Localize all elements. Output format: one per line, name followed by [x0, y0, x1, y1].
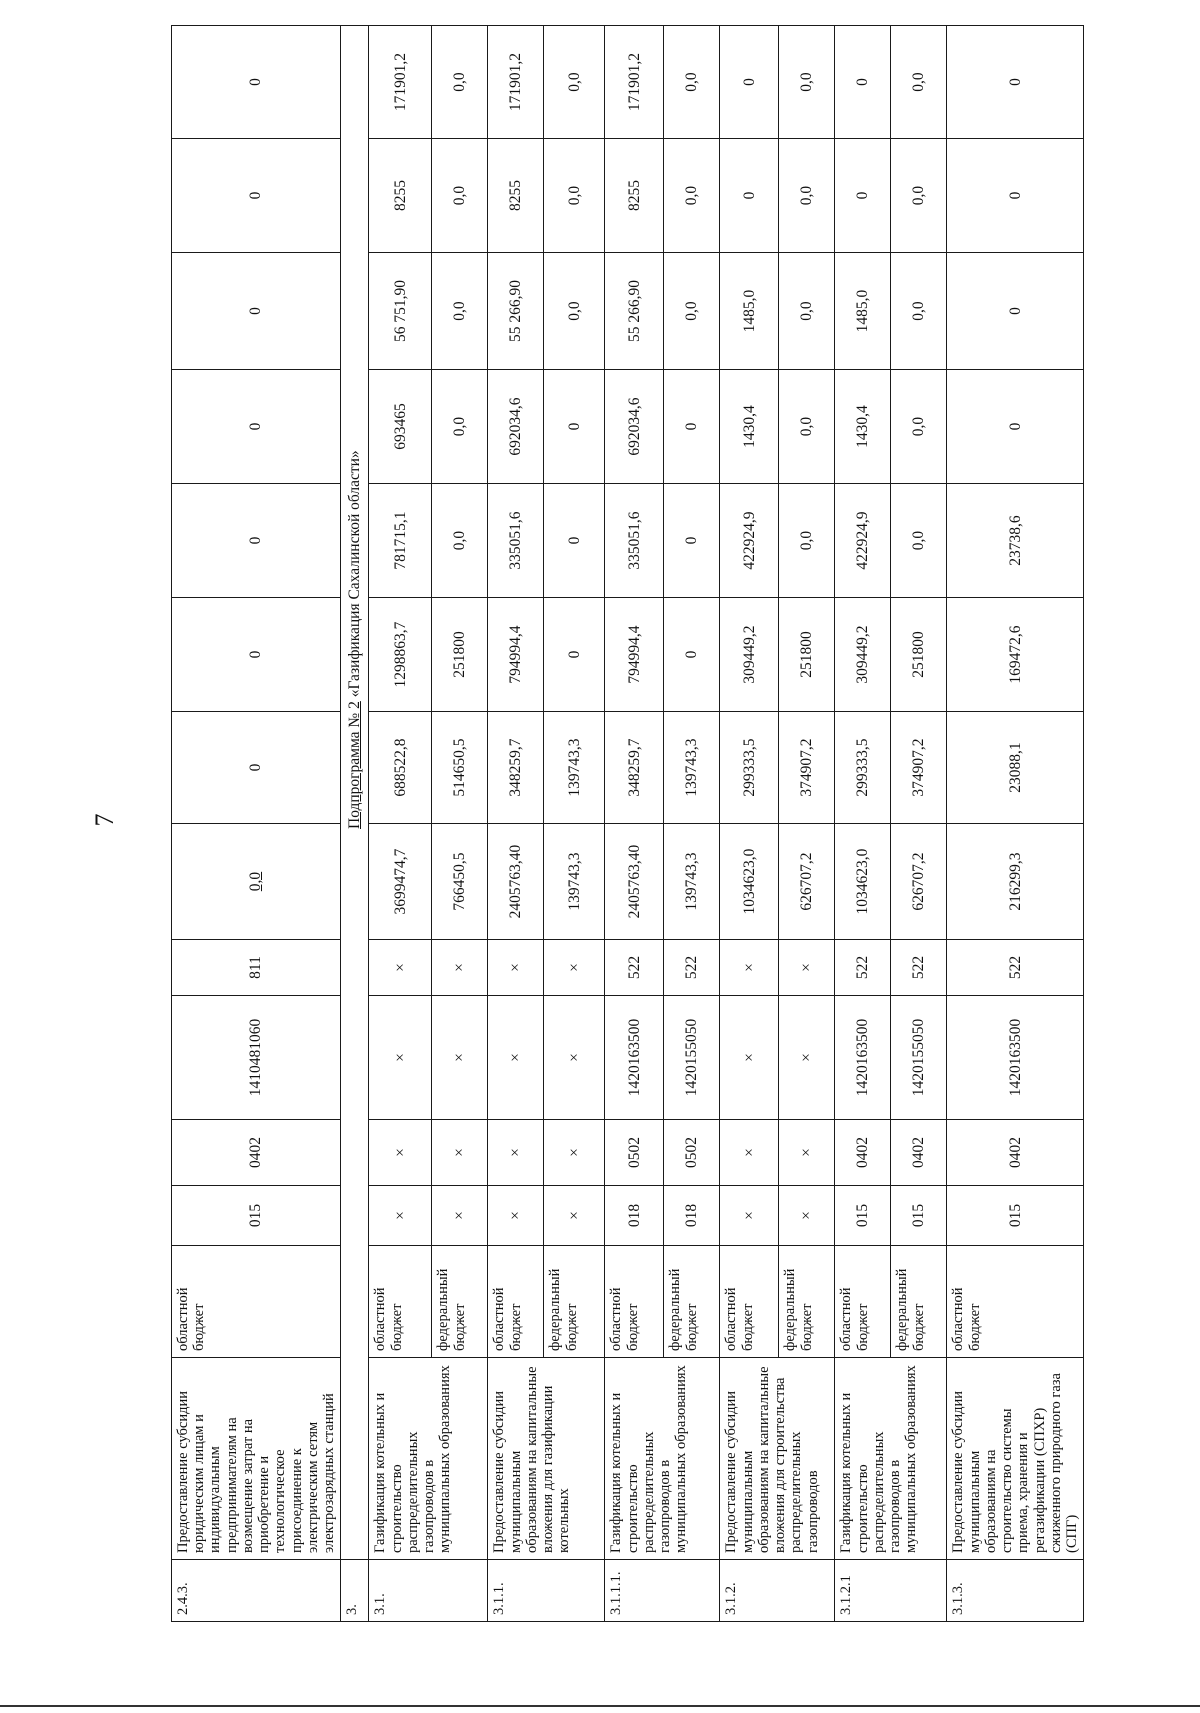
row-number: 2.4.3.	[172, 1560, 341, 1622]
subprogram-heading-row	[341, 26, 369, 1622]
amount-cell: 0,0	[664, 26, 720, 139]
amount-cell: 0	[172, 139, 341, 253]
csr-code: 1420163500	[947, 996, 1084, 1120]
funding-source: федеральный бюджет	[779, 1246, 835, 1358]
amount-cell: 0,0	[891, 484, 947, 598]
amount-cell: 766450,5	[432, 824, 488, 940]
amount-cell: 171901,2	[369, 26, 432, 139]
subprogram-number: 3.	[341, 1560, 369, 1622]
amount-cell: 335051,6	[605, 484, 664, 598]
vr-code: 522	[605, 940, 664, 996]
rzpr-code: ×	[544, 1120, 605, 1186]
amount-cell: 781715,1	[369, 484, 432, 598]
amount-cell: 0,0	[544, 139, 605, 253]
amount-cell: 1034623,0	[720, 824, 779, 940]
amount-cell: 794994,4	[605, 598, 664, 712]
amount-cell: 169472,6	[947, 598, 1084, 712]
row-number: 3.1.2.	[720, 1560, 835, 1622]
subprogram-title	[341, 26, 369, 1560]
rzpr-code: 0502	[605, 1120, 664, 1186]
grbs-code: ×	[720, 1186, 779, 1246]
funding-source: федеральный бюджет	[664, 1246, 720, 1358]
amount-cell: 23738,6	[947, 484, 1084, 598]
amount-cell: 0,0	[779, 484, 835, 598]
amount-cell: 1430,4	[720, 370, 779, 484]
amount-cell: 2405763,40	[605, 824, 664, 940]
funding-source: федеральный бюджет	[891, 1246, 947, 1358]
csr-code: 1420163500	[835, 996, 891, 1120]
activity-name: Предоставление субсидии муниципальным образованиям на капитальные вложения для строительства распределительных газопроводов	[720, 1358, 835, 1560]
amount-cell: 0	[172, 253, 341, 370]
amount-cell: 0,0	[779, 26, 835, 139]
amount-cell: 55 266,90	[605, 253, 664, 370]
activity-name: Предоставление субсидии юридическим лицам и индивидуальным предпринимателям на возмещение затрат на приобретение и технологическое присоединение к электрическим сетям электрозарядных станций	[172, 1358, 341, 1560]
vr-code: 522	[891, 940, 947, 996]
vr-code: ×	[432, 940, 488, 996]
amount-cell: 0,0	[432, 370, 488, 484]
amount-cell: 0,0	[891, 139, 947, 253]
amount-cell: 348259,7	[605, 712, 664, 824]
subprogram-title-rest: «Газификация Сахалинской области»	[346, 450, 364, 702]
amount-cell: 0	[835, 26, 891, 139]
amount-cell: 688522,8	[369, 712, 432, 824]
vr-code: 522	[947, 940, 1084, 996]
funding-source: областной бюджет	[947, 1246, 1084, 1358]
rzpr-code: 0402	[172, 1120, 341, 1186]
rzpr-code: 0402	[891, 1120, 947, 1186]
amount-cell: 0	[664, 484, 720, 598]
amount-cell: 1298863,7	[369, 598, 432, 712]
amount-cell: 309449,2	[720, 598, 779, 712]
funding-source: федеральный бюджет	[432, 1246, 488, 1358]
amount-cell: 0,0	[172, 824, 341, 940]
grbs-code: ×	[544, 1186, 605, 1246]
table-row	[605, 26, 664, 1622]
amount-cell: 1430,4	[835, 370, 891, 484]
subprogram-title-underlined: Подпрограмма № 2	[346, 701, 364, 829]
amount-cell: 0,0	[432, 253, 488, 370]
amount-cell: 251800	[432, 598, 488, 712]
table-row	[720, 26, 779, 1622]
grbs-code: ×	[779, 1186, 835, 1246]
csr-code: 1420163500	[605, 996, 664, 1120]
amount-cell: 309449,2	[835, 598, 891, 712]
amount-cell: 0	[947, 26, 1084, 139]
page-number: 7	[90, 813, 119, 827]
csr-code: ×	[779, 996, 835, 1120]
table-row	[835, 26, 891, 1622]
amount-cell: 0	[664, 598, 720, 712]
amount-cell: 0	[947, 139, 1084, 253]
amount-cell: 0,0	[664, 253, 720, 370]
amount-cell: 692034,6	[488, 370, 544, 484]
amount-cell: 0	[720, 139, 779, 253]
csr-code: ×	[369, 996, 432, 1120]
amount-cell: 1485,0	[720, 253, 779, 370]
amount-cell: 171901,2	[488, 26, 544, 139]
amount-cell: 0	[544, 370, 605, 484]
amount-cell: 0,0	[432, 484, 488, 598]
vr-code: 522	[664, 940, 720, 996]
rzpr-code: 0402	[835, 1120, 891, 1186]
funding-source: областной бюджет	[369, 1246, 432, 1358]
amount-cell: 0,0	[544, 253, 605, 370]
rzpr-code: ×	[720, 1120, 779, 1186]
amount-cell: 374907,2	[779, 712, 835, 824]
funding-source: областной бюджет	[720, 1246, 779, 1358]
activity-name: Газификация котельных и строительство распределительных газопроводов в муниципальных образованиях	[835, 1358, 947, 1560]
amount-cell: 626707,2	[891, 824, 947, 940]
rzpr-code: ×	[488, 1120, 544, 1186]
table-row	[947, 26, 1084, 1622]
activity-name: Предоставление субсидии муниципальным образованиям на капитальные вложения для газификации котельных	[488, 1358, 605, 1560]
amount-cell: 8255	[605, 139, 664, 253]
vr-code: ×	[488, 940, 544, 996]
funding-source: областной бюджет	[488, 1246, 544, 1358]
grbs-code: 015	[947, 1186, 1084, 1246]
funding-source: областной бюджет	[172, 1246, 341, 1358]
amount-cell: 139743,3	[664, 824, 720, 940]
amount-cell: 514650,5	[432, 712, 488, 824]
activity-name: Газификация котельных и строительство распределительных газопроводов в муниципальных образованиях	[605, 1358, 720, 1560]
amount-cell: 626707,2	[779, 824, 835, 940]
amount-cell: 0	[664, 370, 720, 484]
csr-code: 1420155050	[664, 996, 720, 1120]
row-number: 3.1.1.1.	[605, 1560, 720, 1622]
budget-table	[171, 25, 1084, 1622]
amount-cell: 335051,6	[488, 484, 544, 598]
amount-cell: 422924,9	[720, 484, 779, 598]
amount-cell: 55 266,90	[488, 253, 544, 370]
csr-code: 1410481060	[172, 996, 341, 1120]
amount-cell: 0,0	[779, 139, 835, 253]
table-row	[369, 26, 432, 1622]
vr-code: 522	[835, 940, 891, 996]
amount-cell: 171901,2	[605, 26, 664, 139]
amount-cell: 251800	[891, 598, 947, 712]
amount-cell: 0	[947, 253, 1084, 370]
rzpr-code: 0502	[664, 1120, 720, 1186]
amount-cell: 692034,6	[605, 370, 664, 484]
amount-cell: 0,0	[544, 26, 605, 139]
amount-cell: 3699474,7	[369, 824, 432, 940]
amount-cell: 56 751,90	[369, 253, 432, 370]
amount-cell: 794994,4	[488, 598, 544, 712]
budget-table-rotated	[171, 27, 1080, 1622]
table-row	[488, 26, 544, 1622]
amount-cell: 299333,5	[835, 712, 891, 824]
row-number: 3.1.1.	[488, 1560, 605, 1622]
amount-cell: 299333,5	[720, 712, 779, 824]
amount-cell: 0,0	[891, 26, 947, 139]
amount-cell: 0	[172, 370, 341, 484]
amount-cell: 139743,3	[664, 712, 720, 824]
amount-cell: 1034623,0	[835, 824, 891, 940]
vr-code: ×	[544, 940, 605, 996]
amount-cell: 0,0	[432, 26, 488, 139]
row-number: 3.1.2.1	[835, 1560, 947, 1622]
csr-code: ×	[544, 996, 605, 1120]
grbs-code: 015	[172, 1186, 341, 1246]
grbs-code: ×	[488, 1186, 544, 1246]
amount-cell: 0	[172, 598, 341, 712]
amount-cell: 348259,7	[488, 712, 544, 824]
amount-cell: 0,0	[779, 253, 835, 370]
amount-cell: 0,0	[664, 139, 720, 253]
grbs-code: 015	[891, 1186, 947, 1246]
amount-cell: 0,0	[779, 370, 835, 484]
amount-cell: 422924,9	[835, 484, 891, 598]
funding-source: областной бюджет	[605, 1246, 664, 1358]
grbs-code: 018	[664, 1186, 720, 1246]
amount-cell: 0	[544, 484, 605, 598]
amount-cell: 0	[172, 712, 341, 824]
csr-code: ×	[432, 996, 488, 1120]
amount-cell: 0,0	[891, 370, 947, 484]
table-body	[172, 26, 1084, 1622]
scan-edge-line	[0, 1705, 1200, 1707]
rzpr-code: ×	[432, 1120, 488, 1186]
amount-cell: 139743,3	[544, 824, 605, 940]
funding-source: областной бюджет	[835, 1246, 891, 1358]
amount-cell: 693465	[369, 370, 432, 484]
grbs-code: ×	[369, 1186, 432, 1246]
amount-cell: 2405763,40	[488, 824, 544, 940]
funding-source: федеральный бюджет	[544, 1246, 605, 1358]
amount-cell: 23088,1	[947, 712, 1084, 824]
amount-cell: 0	[544, 598, 605, 712]
amount-cell: 251800	[779, 598, 835, 712]
row-number: 3.1.	[369, 1560, 488, 1622]
rzpr-code: ×	[779, 1120, 835, 1186]
grbs-code: 015	[835, 1186, 891, 1246]
activity-name: Газификация котельных и строительство распределительных газопроводов в муниципальных образованиях	[369, 1358, 488, 1560]
amount-cell: 374907,2	[891, 712, 947, 824]
table-row	[172, 26, 341, 1622]
amount-cell: 0	[947, 370, 1084, 484]
rzpr-code: ×	[369, 1120, 432, 1186]
rzpr-code: 0402	[947, 1120, 1084, 1186]
amount-cell: 8255	[369, 139, 432, 253]
amount-cell: 0	[720, 26, 779, 139]
vr-code: ×	[720, 940, 779, 996]
amount-cell: 0	[172, 26, 341, 139]
grbs-code: 018	[605, 1186, 664, 1246]
csr-code: ×	[720, 996, 779, 1120]
row-number: 3.1.3.	[947, 1560, 1084, 1622]
vr-code: 811	[172, 940, 341, 996]
vr-code: ×	[369, 940, 432, 996]
amount-cell: 216299,3	[947, 824, 1084, 940]
activity-name: Предоставление субсидии муниципальным образованиям на строительство системы приема, хранения и регазификации (СПХР) сжиженного природного газа (СПГ)	[947, 1358, 1084, 1560]
amount-cell: 0,0	[891, 253, 947, 370]
vr-code: ×	[779, 940, 835, 996]
csr-code: 1420155050	[891, 996, 947, 1120]
amount-cell: 1485,0	[835, 253, 891, 370]
amount-cell: 0,0	[432, 139, 488, 253]
amount-cell: 0	[835, 139, 891, 253]
csr-code: ×	[488, 996, 544, 1120]
amount-cell: 139743,3	[544, 712, 605, 824]
amount-cell: 0	[172, 484, 341, 598]
grbs-code: ×	[432, 1186, 488, 1246]
amount-cell: 8255	[488, 139, 544, 253]
